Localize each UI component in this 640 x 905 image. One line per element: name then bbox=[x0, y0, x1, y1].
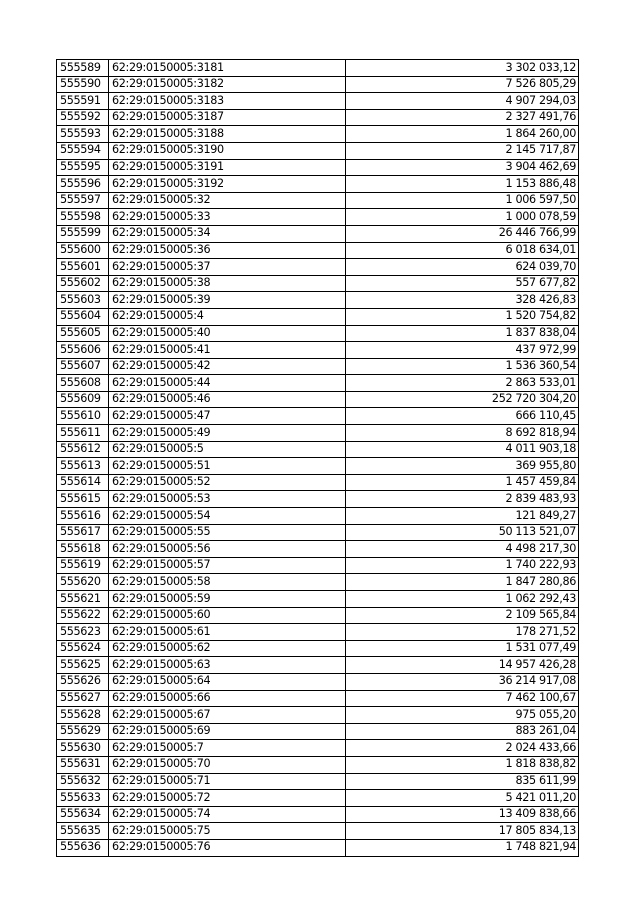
row-number-cell: 555592 bbox=[57, 109, 109, 126]
cadastral-value-cell: 2 109 565,84 bbox=[346, 607, 579, 624]
cadastral-number-cell: 62:29:0150005:3191 bbox=[109, 159, 346, 176]
row-number-cell: 555595 bbox=[57, 159, 109, 176]
row-number-cell: 555617 bbox=[57, 524, 109, 541]
cadastral-number-cell: 62:29:0150005:39 bbox=[109, 292, 346, 309]
table-row bbox=[57, 491, 579, 508]
table-row bbox=[57, 408, 579, 425]
row-number-cell: 555615 bbox=[57, 491, 109, 508]
cadastral-value-cell: 36 214 917,08 bbox=[346, 673, 579, 690]
row-number-cell: 555628 bbox=[57, 707, 109, 724]
table-row bbox=[57, 425, 579, 442]
cadastral-number-cell: 62:29:0150005:41 bbox=[109, 342, 346, 359]
row-number-cell: 555610 bbox=[57, 408, 109, 425]
table-row bbox=[57, 358, 579, 375]
table-row bbox=[57, 557, 579, 574]
table-row bbox=[57, 458, 579, 475]
row-number-cell: 555635 bbox=[57, 823, 109, 840]
table-body bbox=[57, 60, 579, 857]
cadastral-value-cell: 369 955,80 bbox=[346, 458, 579, 475]
table-row bbox=[57, 192, 579, 209]
cadastral-number-cell: 62:29:0150005:64 bbox=[109, 673, 346, 690]
cadastral-number-cell: 62:29:0150005:37 bbox=[109, 259, 346, 276]
row-number-cell: 555602 bbox=[57, 275, 109, 292]
table-row bbox=[57, 673, 579, 690]
cadastral-number-cell: 62:29:0150005:42 bbox=[109, 358, 346, 375]
cadastral-number-cell: 62:29:0150005:63 bbox=[109, 657, 346, 674]
cadastral-number-cell: 62:29:0150005:70 bbox=[109, 756, 346, 773]
table-row bbox=[57, 624, 579, 641]
row-number-cell: 555603 bbox=[57, 292, 109, 309]
row-number-cell: 555622 bbox=[57, 607, 109, 624]
table-row bbox=[57, 740, 579, 757]
table-row bbox=[57, 142, 579, 159]
cadastral-value-cell: 1 531 077,49 bbox=[346, 640, 579, 657]
table-row bbox=[57, 93, 579, 110]
row-number-cell: 555626 bbox=[57, 673, 109, 690]
table-row bbox=[57, 524, 579, 541]
cadastral-number-cell: 62:29:0150005:36 bbox=[109, 242, 346, 259]
table-row bbox=[57, 823, 579, 840]
table-row bbox=[57, 109, 579, 126]
table-row bbox=[57, 76, 579, 93]
cadastral-number-cell: 62:29:0150005:47 bbox=[109, 408, 346, 425]
table-row bbox=[57, 657, 579, 674]
table-row bbox=[57, 60, 579, 77]
cadastral-number-cell: 62:29:0150005:44 bbox=[109, 375, 346, 392]
row-number-cell: 555632 bbox=[57, 773, 109, 790]
cadastral-value-cell: 835 611,99 bbox=[346, 773, 579, 790]
table-row bbox=[57, 508, 579, 525]
table-row bbox=[57, 259, 579, 276]
row-number-cell: 555633 bbox=[57, 790, 109, 807]
table-row bbox=[57, 474, 579, 491]
cadastral-number-cell: 62:29:0150005:3187 bbox=[109, 109, 346, 126]
cadastral-value-cell: 1 818 838,82 bbox=[346, 756, 579, 773]
table-row bbox=[57, 275, 579, 292]
table-row bbox=[57, 707, 579, 724]
cadastral-value-cell: 13 409 838,66 bbox=[346, 806, 579, 823]
cadastral-number-cell: 62:29:0150005:3183 bbox=[109, 93, 346, 110]
cadastral-number-cell: 62:29:0150005:54 bbox=[109, 508, 346, 525]
table-row bbox=[57, 607, 579, 624]
table-row bbox=[57, 209, 579, 226]
row-number-cell: 555607 bbox=[57, 358, 109, 375]
cadastral-number-cell: 62:29:0150005:33 bbox=[109, 209, 346, 226]
table-row bbox=[57, 126, 579, 143]
row-number-cell: 555625 bbox=[57, 657, 109, 674]
cadastral-value-cell: 1 837 838,04 bbox=[346, 325, 579, 342]
cadastral-value-cell: 2 863 533,01 bbox=[346, 375, 579, 392]
cadastral-number-cell: 62:29:0150005:62 bbox=[109, 640, 346, 657]
row-number-cell: 555596 bbox=[57, 176, 109, 193]
table-row bbox=[57, 839, 579, 856]
cadastral-value-cell: 1 000 078,59 bbox=[346, 209, 579, 226]
cadastral-value-cell: 7 462 100,67 bbox=[346, 690, 579, 707]
cadastral-value-cell: 14 957 426,28 bbox=[346, 657, 579, 674]
table-row bbox=[57, 242, 579, 259]
table-row bbox=[57, 441, 579, 458]
row-number-cell: 555591 bbox=[57, 93, 109, 110]
cadastral-value-cell: 4 907 294,03 bbox=[346, 93, 579, 110]
row-number-cell: 555589 bbox=[57, 60, 109, 77]
cadastral-number-cell: 62:29:0150005:46 bbox=[109, 391, 346, 408]
row-number-cell: 555624 bbox=[57, 640, 109, 657]
table-row bbox=[57, 176, 579, 193]
cadastral-value-cell: 1 847 280,86 bbox=[346, 574, 579, 591]
row-number-cell: 555605 bbox=[57, 325, 109, 342]
cadastral-number-cell: 62:29:0150005:51 bbox=[109, 458, 346, 475]
cadastral-value-cell: 666 110,45 bbox=[346, 408, 579, 425]
cadastral-value-cell: 328 426,83 bbox=[346, 292, 579, 309]
row-number-cell: 555621 bbox=[57, 591, 109, 608]
table-row bbox=[57, 159, 579, 176]
row-number-cell: 555600 bbox=[57, 242, 109, 259]
cadastral-number-cell: 62:29:0150005:53 bbox=[109, 491, 346, 508]
cadastral-number-cell: 62:29:0150005:72 bbox=[109, 790, 346, 807]
cadastral-number-cell: 62:29:0150005:59 bbox=[109, 591, 346, 608]
cadastral-value-cell: 1 153 886,48 bbox=[346, 176, 579, 193]
row-number-cell: 555609 bbox=[57, 391, 109, 408]
cadastral-value-cell: 1 740 222,93 bbox=[346, 557, 579, 574]
row-number-cell: 555627 bbox=[57, 690, 109, 707]
cadastral-number-cell: 62:29:0150005:69 bbox=[109, 723, 346, 740]
cadastral-number-cell: 62:29:0150005:3181 bbox=[109, 60, 346, 77]
cadastral-number-cell: 62:29:0150005:3188 bbox=[109, 126, 346, 143]
cadastral-number-cell: 62:29:0150005:52 bbox=[109, 474, 346, 491]
cadastral-number-cell: 62:29:0150005:57 bbox=[109, 557, 346, 574]
cadastral-number-cell: 62:29:0150005:40 bbox=[109, 325, 346, 342]
cadastral-number-cell: 62:29:0150005:7 bbox=[109, 740, 346, 757]
cadastral-number-cell: 62:29:0150005:3190 bbox=[109, 142, 346, 159]
cadastral-value-cell: 7 526 805,29 bbox=[346, 76, 579, 93]
cadastral-value-cell: 975 055,20 bbox=[346, 707, 579, 724]
cadastral-number-cell: 62:29:0150005:76 bbox=[109, 839, 346, 856]
table-row bbox=[57, 591, 579, 608]
cadastral-value-cell: 557 677,82 bbox=[346, 275, 579, 292]
cadastral-value-cell: 1 520 754,82 bbox=[346, 308, 579, 325]
table-row bbox=[57, 308, 579, 325]
row-number-cell: 555618 bbox=[57, 541, 109, 558]
cadastral-number-cell: 62:29:0150005:3182 bbox=[109, 76, 346, 93]
cadastral-number-cell: 62:29:0150005:61 bbox=[109, 624, 346, 641]
cadastral-value-cell: 1 062 292,43 bbox=[346, 591, 579, 608]
row-number-cell: 555629 bbox=[57, 723, 109, 740]
row-number-cell: 555613 bbox=[57, 458, 109, 475]
table-row bbox=[57, 806, 579, 823]
row-number-cell: 555601 bbox=[57, 259, 109, 276]
row-number-cell: 555606 bbox=[57, 342, 109, 359]
cadastral-value-cell: 624 039,70 bbox=[346, 259, 579, 276]
row-number-cell: 555590 bbox=[57, 76, 109, 93]
table-row bbox=[57, 375, 579, 392]
cadastral-number-cell: 62:29:0150005:49 bbox=[109, 425, 346, 442]
cadastral-number-cell: 62:29:0150005:55 bbox=[109, 524, 346, 541]
cadastral-number-cell: 62:29:0150005:3192 bbox=[109, 176, 346, 193]
cadastral-value-cell: 1 536 360,54 bbox=[346, 358, 579, 375]
cadastral-number-cell: 62:29:0150005:60 bbox=[109, 607, 346, 624]
cadastral-number-cell: 62:29:0150005:71 bbox=[109, 773, 346, 790]
cadastral-number-cell: 62:29:0150005:66 bbox=[109, 690, 346, 707]
cadastral-number-cell: 62:29:0150005:74 bbox=[109, 806, 346, 823]
cadastral-value-cell: 437 972,99 bbox=[346, 342, 579, 359]
row-number-cell: 555614 bbox=[57, 474, 109, 491]
table-row bbox=[57, 292, 579, 309]
table-row bbox=[57, 541, 579, 558]
cadastral-number-cell: 62:29:0150005:56 bbox=[109, 541, 346, 558]
table-row bbox=[57, 690, 579, 707]
cadastral-value-cell: 4 498 217,30 bbox=[346, 541, 579, 558]
table-row bbox=[57, 773, 579, 790]
row-number-cell: 555597 bbox=[57, 192, 109, 209]
cadastral-value-table bbox=[56, 59, 579, 857]
cadastral-number-cell: 62:29:0150005:58 bbox=[109, 574, 346, 591]
cadastral-number-cell: 62:29:0150005:5 bbox=[109, 441, 346, 458]
cadastral-value-cell: 26 446 766,99 bbox=[346, 225, 579, 242]
cadastral-number-cell: 62:29:0150005:67 bbox=[109, 707, 346, 724]
row-number-cell: 555599 bbox=[57, 225, 109, 242]
table-row bbox=[57, 723, 579, 740]
cadastral-value-cell: 2 327 491,76 bbox=[346, 109, 579, 126]
cadastral-number-cell: 62:29:0150005:38 bbox=[109, 275, 346, 292]
row-number-cell: 555608 bbox=[57, 375, 109, 392]
table-row bbox=[57, 756, 579, 773]
row-number-cell: 555623 bbox=[57, 624, 109, 641]
cadastral-value-cell: 252 720 304,20 bbox=[346, 391, 579, 408]
row-number-cell: 555619 bbox=[57, 557, 109, 574]
cadastral-value-cell: 1 864 260,00 bbox=[346, 126, 579, 143]
table-row bbox=[57, 391, 579, 408]
row-number-cell: 555630 bbox=[57, 740, 109, 757]
cadastral-number-cell: 62:29:0150005:34 bbox=[109, 225, 346, 242]
cadastral-value-cell: 2 024 433,66 bbox=[346, 740, 579, 757]
row-number-cell: 555611 bbox=[57, 425, 109, 442]
table-row bbox=[57, 790, 579, 807]
cadastral-number-cell: 62:29:0150005:4 bbox=[109, 308, 346, 325]
cadastral-value-cell: 3 302 033,12 bbox=[346, 60, 579, 77]
row-number-cell: 555593 bbox=[57, 126, 109, 143]
cadastral-value-cell: 178 271,52 bbox=[346, 624, 579, 641]
cadastral-value-cell: 883 261,04 bbox=[346, 723, 579, 740]
cadastral-value-cell: 1 457 459,84 bbox=[346, 474, 579, 491]
cadastral-value-cell: 3 904 462,69 bbox=[346, 159, 579, 176]
cadastral-value-cell: 5 421 011,20 bbox=[346, 790, 579, 807]
cadastral-value-cell: 2 839 483,93 bbox=[346, 491, 579, 508]
row-number-cell: 555631 bbox=[57, 756, 109, 773]
cadastral-value-cell: 17 805 834,13 bbox=[346, 823, 579, 840]
cadastral-number-cell: 62:29:0150005:32 bbox=[109, 192, 346, 209]
table-row bbox=[57, 640, 579, 657]
cadastral-value-cell: 6 018 634,01 bbox=[346, 242, 579, 259]
table-row bbox=[57, 225, 579, 242]
row-number-cell: 555598 bbox=[57, 209, 109, 226]
cadastral-number-cell: 62:29:0150005:75 bbox=[109, 823, 346, 840]
row-number-cell: 555594 bbox=[57, 142, 109, 159]
cadastral-value-cell: 1 748 821,94 bbox=[346, 839, 579, 856]
cadastral-value-cell: 4 011 903,18 bbox=[346, 441, 579, 458]
table-row bbox=[57, 574, 579, 591]
row-number-cell: 555636 bbox=[57, 839, 109, 856]
cadastral-value-cell: 50 113 521,07 bbox=[346, 524, 579, 541]
cadastral-value-cell: 8 692 818,94 bbox=[346, 425, 579, 442]
row-number-cell: 555634 bbox=[57, 806, 109, 823]
cadastral-value-cell: 1 006 597,50 bbox=[346, 192, 579, 209]
row-number-cell: 555616 bbox=[57, 508, 109, 525]
cadastral-value-cell: 2 145 717,87 bbox=[346, 142, 579, 159]
table-row bbox=[57, 325, 579, 342]
row-number-cell: 555620 bbox=[57, 574, 109, 591]
row-number-cell: 555604 bbox=[57, 308, 109, 325]
row-number-cell: 555612 bbox=[57, 441, 109, 458]
table-row bbox=[57, 342, 579, 359]
cadastral-value-cell: 121 849,27 bbox=[346, 508, 579, 525]
